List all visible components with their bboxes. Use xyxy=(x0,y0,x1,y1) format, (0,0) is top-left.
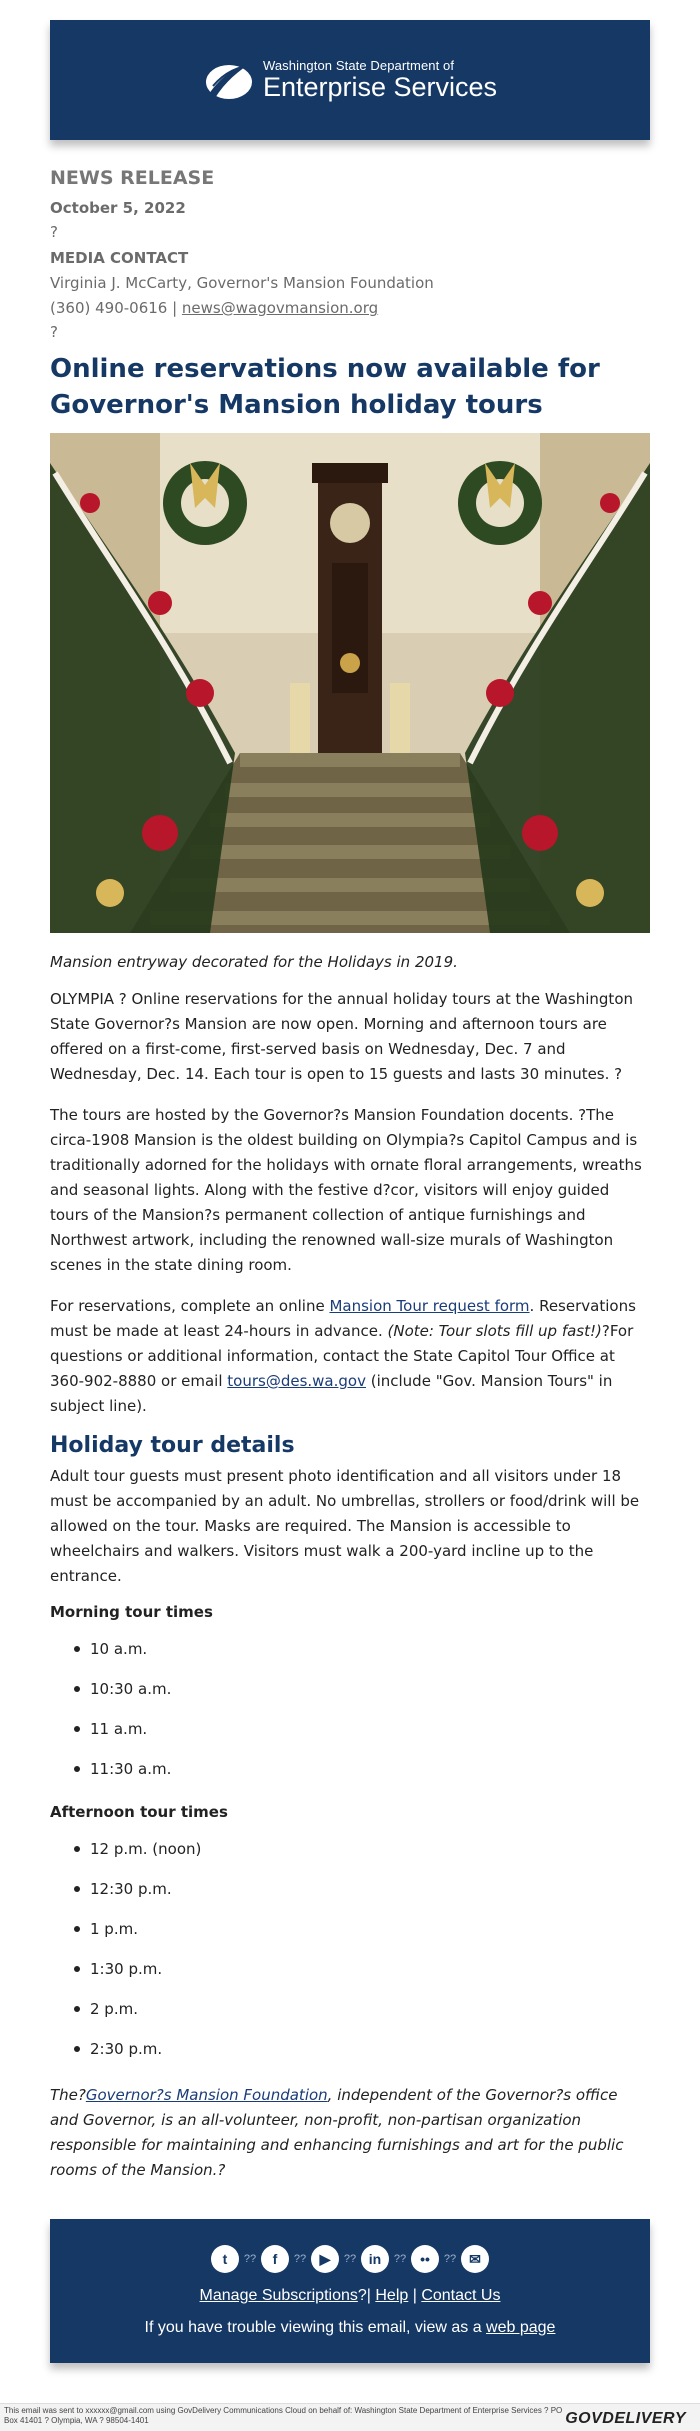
contact-phone: (360) 490-0616 | xyxy=(50,299,182,317)
paragraph-tours: The tours are hosted by the Governor?s Mansion Foundation docents. ?The circa-1908 Mansion is the oldest building on Olympia?s Capitol Campus and is traditionally adorned for the holidays with ornate floral arrangements, wreaths and seasonal lights. Along with the festive d?cor, visitors will enjoy guided tours of the Mansion?s permanent collection of antique furnishings and Northwest artwork, including the renowned wall-size murals of Washington scenes in the state dining room. xyxy=(50,1106,642,1274)
reservations-text-b: . Reservations must be made at least 24-hours in advance. xyxy=(50,1297,636,1340)
photo-caption: Mansion entryway decorated for the Holidays in 2019. xyxy=(50,953,458,971)
swoosh-logo-icon xyxy=(203,56,255,104)
separator: | xyxy=(408,2287,422,2304)
afternoon-times-list xyxy=(50,1829,650,2069)
govdelivery-logo[interactable]: GOVDELIVERY xyxy=(565,2410,686,2427)
youtube-icon[interactable]: ▶ xyxy=(311,2245,339,2273)
header-banner xyxy=(50,20,650,140)
list-item: 2 p.m. xyxy=(50,1989,650,2029)
details-heading: Holiday tour details xyxy=(50,1433,295,1458)
afternoon-heading: Afternoon tour times xyxy=(50,1803,228,1821)
paragraph-intro: OLYMPIA ? Online reservations for the annual holiday tours at the Washington State Governor?s Mansion are now open. Morning and afternoon tours are offered on a first-come, first-served basis on Wednesday, Dec. 7 and Wednesday, Dec. 14. Each tour is open to 15 guests and lasts 30 minutes. ? xyxy=(50,990,634,1083)
list-item: 1 p.m. xyxy=(50,1909,650,1949)
footer-banner xyxy=(50,2219,650,2363)
reservations-text-a: For reservations, complete an online xyxy=(50,1297,330,1315)
list-item: 1:30 p.m. xyxy=(50,1949,650,1989)
view-web-line xyxy=(50,2319,650,2337)
sent-to-notice: This email was sent to xxxxxx@gmail.com using GovDelivery Communications Cloud on behalf of: Washington State Department of Enterprise Services ? PO Box 41401 ? Olympia, WA ? 98504-1401 xyxy=(4,2406,563,2425)
view-web-text: If you have trouble viewing this email, view as a xyxy=(144,2319,487,2336)
des-logo[interactable] xyxy=(203,56,497,104)
foundation-note xyxy=(50,2083,650,2183)
contact-email-link[interactable]: news@wagovmansion.org xyxy=(181,299,379,317)
details-paragraph: Adult tour guests must present photo identification and all visitors under 18 must be accompanied by an adult. No umbrellas, strollers or food/drink will be allowed on the tour. Masks are required. The Mansion is accessible to wheelchairs and walkers. Visitors must walk a 200-yard incline up to the entrance. xyxy=(50,1467,640,1585)
linkedin-icon[interactable]: in xyxy=(361,2245,389,2273)
article-title: Online reservations now available for Governor's Mansion holiday tours xyxy=(50,354,600,420)
separator: ?? xyxy=(393,2253,407,2265)
release-date: October 5, 2022 xyxy=(50,199,186,217)
contact-us-link[interactable]: Contact Us xyxy=(421,2287,501,2304)
logo-line-2: Enterprise Services xyxy=(262,72,498,102)
govdelivery-bar xyxy=(0,2403,700,2431)
separator: ?? xyxy=(243,2253,257,2265)
release-meta xyxy=(50,167,650,341)
web-page-link[interactable]: web page xyxy=(486,2319,556,2336)
morning-times-list xyxy=(50,1629,650,1789)
foundation-link[interactable]: Governor?s Mansion Foundation xyxy=(85,2086,328,2104)
list-item: 10:30 a.m. xyxy=(50,1669,650,1709)
separator: ?? xyxy=(293,2253,307,2265)
morning-heading: Morning tour times xyxy=(50,1603,213,1621)
placeholder-mark-2: ? xyxy=(50,323,58,341)
foundation-text-b: , independent of the Governor?s office and Governor, is an all-volunteer, non-profit, non-partisan organization responsible for maintaining and enhancing furnishings and art for the public rooms of the Mansion.? xyxy=(50,2086,624,2179)
tours-email-link[interactable]: tours@des.wa.gov xyxy=(227,1372,366,1390)
social-icons xyxy=(50,2219,650,2273)
placeholder-mark: ? xyxy=(50,223,58,241)
email-share-icon[interactable]: ✉ xyxy=(461,2245,489,2273)
list-item: 10 a.m. xyxy=(50,1629,650,1669)
list-item: 12 p.m. (noon) xyxy=(50,1829,650,1869)
separator: ?? xyxy=(343,2253,357,2265)
mansion-entryway-photo xyxy=(50,433,650,933)
mansion-tour-form-link[interactable]: Mansion Tour request form xyxy=(329,1297,530,1315)
help-link[interactable]: Help xyxy=(375,2287,409,2304)
contact-phone-email xyxy=(50,299,650,317)
manage-subscriptions-link[interactable]: Manage Subscriptions xyxy=(199,2287,358,2304)
media-contact-label: MEDIA CONTACT xyxy=(50,249,189,267)
facebook-icon[interactable]: f xyxy=(261,2245,289,2273)
list-item: 12:30 p.m. xyxy=(50,1869,650,1909)
logo-line-1: Washington State Department of xyxy=(262,58,455,73)
reservations-text-c: ?For questions or additional information, contact the State Capitol Tour Office at 360-902-8880 or email xyxy=(50,1322,634,1390)
foundation-text-a: The? xyxy=(50,2086,86,2104)
separator: ?| xyxy=(357,2287,376,2304)
reservations-note: (Note: Tour slots fill up fast!) xyxy=(387,1322,602,1340)
contact-name: Virginia J. McCarty, Governor's Mansion Foundation xyxy=(50,274,434,292)
list-item: 11:30 a.m. xyxy=(50,1749,650,1789)
paragraph-reservations xyxy=(50,1294,650,1419)
news-release-label: NEWS RELEASE xyxy=(50,167,215,189)
reservations-text-d: (include "Gov. Mansion Tours" in subject line). xyxy=(50,1372,613,1415)
email-container xyxy=(50,20,650,2363)
list-item: 11 a.m. xyxy=(50,1709,650,1749)
staircase-illustration xyxy=(50,433,650,933)
list-item: 2:30 p.m. xyxy=(50,2029,650,2069)
flickr-icon[interactable]: •• xyxy=(411,2245,439,2273)
twitter-icon[interactable]: t xyxy=(211,2245,239,2273)
separator: ?? xyxy=(443,2253,457,2265)
footer-links xyxy=(50,2287,650,2305)
